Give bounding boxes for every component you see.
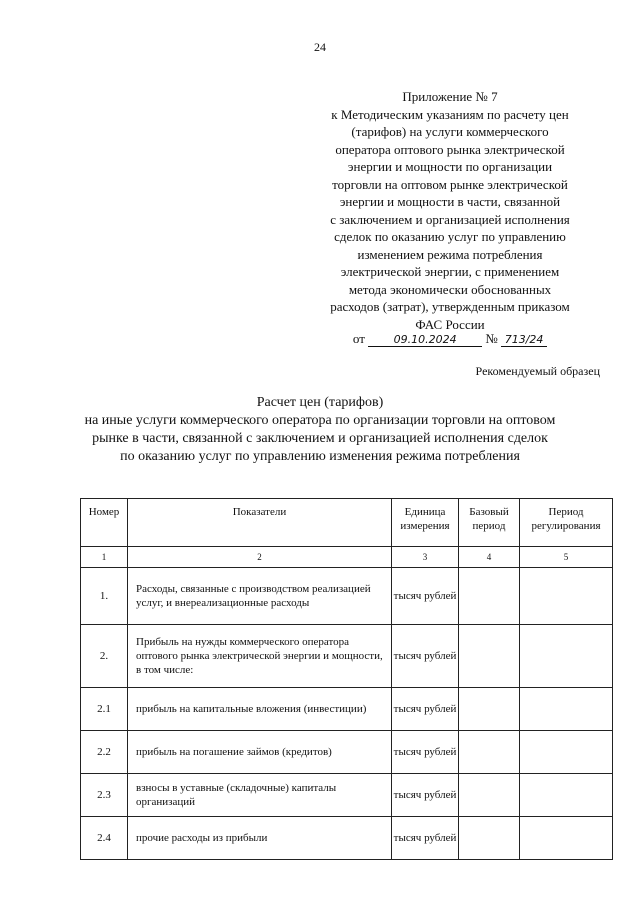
order-date: 09.10.2024 xyxy=(368,333,482,347)
order-number-label: № xyxy=(485,331,498,346)
order-reference xyxy=(300,331,600,347)
row-unit: тысяч рублей xyxy=(392,625,459,688)
table-header-row xyxy=(81,499,613,547)
index-cell: 2 xyxy=(128,547,392,568)
table-row xyxy=(81,731,613,774)
index-cell: 3 xyxy=(392,547,459,568)
row-base-value xyxy=(459,817,520,860)
table-row xyxy=(81,625,613,688)
recommended-sample-label: Рекомендуемый образец xyxy=(475,364,600,378)
row-unit: тысяч рублей xyxy=(392,568,459,625)
row-indicator: Расходы, связанные с производством реализацией услуг, и внереализационные расходы xyxy=(128,568,392,625)
row-number: 2.2 xyxy=(81,731,128,774)
row-unit: тысяч рублей xyxy=(392,731,459,774)
appendix-header xyxy=(300,88,600,333)
row-base-value xyxy=(459,688,520,731)
row-indicator: прибыль на капитальные вложения (инвестиции) xyxy=(128,688,392,731)
row-base-value xyxy=(459,568,520,625)
row-base-value xyxy=(459,731,520,774)
row-unit: тысяч рублей xyxy=(392,774,459,817)
appendix-line: электрической энергии, с применением xyxy=(340,264,560,279)
title-line: по оказанию услуг по управлению изменения режима потребления xyxy=(120,449,520,464)
table-row xyxy=(81,774,613,817)
appendix-line: к Методическим указаниям по расчету цен xyxy=(331,106,569,122)
row-indicator: прочие расходы из прибыли xyxy=(128,817,392,860)
header-number: Номер xyxy=(81,499,128,547)
document-title xyxy=(60,394,580,466)
title-main: Расчет цен (тарифов) xyxy=(256,395,384,410)
row-number: 2.4 xyxy=(81,817,128,860)
header-regulation-period: Период регулирования xyxy=(520,499,613,547)
row-indicator: прибыль на погашение займов (кредитов) xyxy=(128,731,392,774)
index-cell: 1 xyxy=(81,547,128,568)
appendix-line: энергии и мощности по организации xyxy=(347,159,553,174)
appendix-line: энергии и мощности в части, связанной xyxy=(339,194,561,209)
row-indicator: взносы в уставные (складочные) капиталы организаций xyxy=(128,774,392,817)
row-number: 2. xyxy=(81,625,128,688)
appendix-line: метода экономически обоснованных xyxy=(348,281,552,297)
row-period-value xyxy=(520,688,613,731)
appendix-line: оператора оптового рынка электрической xyxy=(335,141,565,157)
page-number: 24 xyxy=(314,40,326,54)
appendix-line: расходов (затрат), утвержденным приказом xyxy=(330,299,570,314)
row-period-value xyxy=(520,568,613,625)
row-period-value xyxy=(520,774,613,817)
index-cell: 5 xyxy=(520,547,613,568)
index-cell: 4 xyxy=(459,547,520,568)
row-unit: тысяч рублей xyxy=(392,817,459,860)
appendix-line: с заключением и организацией исполнения xyxy=(330,211,570,227)
appendix-line: (тарифов) на услуги коммерческого xyxy=(351,124,549,139)
row-number: 2.1 xyxy=(81,688,128,731)
header-base-period: Базовый период xyxy=(459,499,520,547)
row-indicator: Прибыль на нужды коммерческого оператора оптового рынка электрической энергии и мощности, в том числе: xyxy=(128,625,392,688)
row-number: 1. xyxy=(81,568,128,625)
row-period-value xyxy=(520,731,613,774)
header-unit: Единица измерения xyxy=(392,499,459,547)
row-period-value xyxy=(520,625,613,688)
table-row xyxy=(81,817,613,860)
row-base-value xyxy=(459,774,520,817)
title-line: рынке в части, связанной с заключением и организацией исполнения сделок xyxy=(92,431,548,446)
row-base-value xyxy=(459,625,520,688)
row-unit: тысяч рублей xyxy=(392,688,459,731)
appendix-line: Приложение № 7 xyxy=(402,89,498,104)
appendix-line: сделок по оказанию услуг по управлению xyxy=(334,229,566,244)
row-number: 2.3 xyxy=(81,774,128,817)
table-row xyxy=(81,688,613,731)
table-index-row xyxy=(81,547,613,568)
row-period-value xyxy=(520,817,613,860)
header-indicators: Показатели xyxy=(128,499,392,547)
order-number: 713/24 xyxy=(501,333,547,347)
indicators-table xyxy=(80,498,613,860)
appendix-line: торговли на оптовом рынке электрической xyxy=(332,176,568,192)
title-line: на иные услуги коммерческого оператора по организации торговли на оптовом xyxy=(84,413,556,428)
appendix-line: изменением режима потребления xyxy=(357,246,543,262)
order-prefix: от xyxy=(352,331,365,346)
appendix-line: ФАС России xyxy=(415,316,485,332)
table-row xyxy=(81,568,613,625)
